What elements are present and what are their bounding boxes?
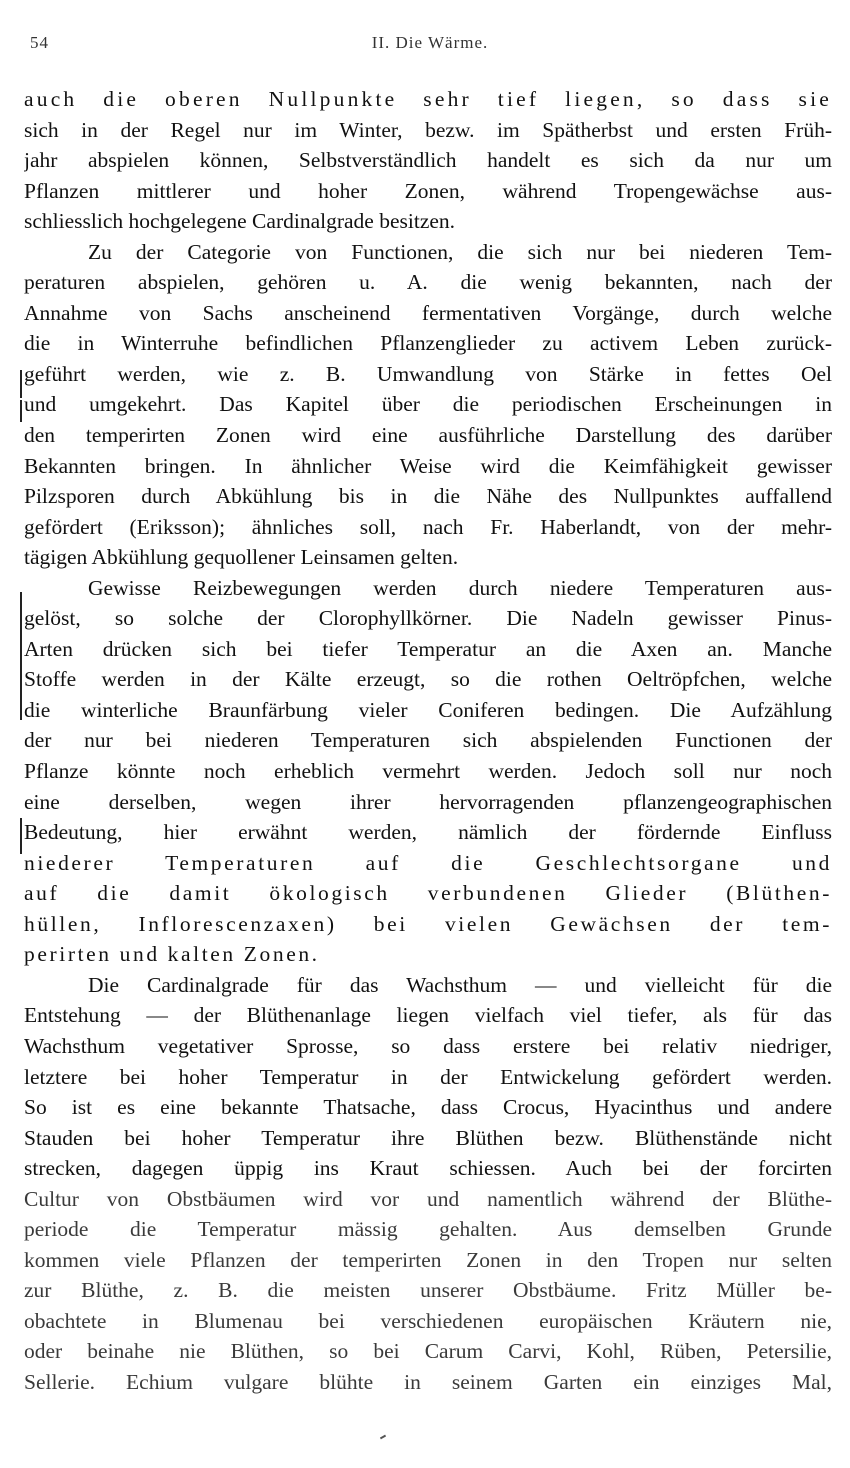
running-head (30, 33, 830, 57)
margin-mark (20, 400, 22, 422)
text-line: peraturen abspielen, gehören u. A. die wenig bekannten, nach der (24, 270, 832, 295)
text-line: oder beinahe nie Blüthen, so bei Carum Carvi, Kohl, Rüben, Petersilie, (24, 1339, 832, 1364)
text-line: hüllen, Inflorescenzaxen) bei vielen Gewächsen der tem- (24, 911, 832, 936)
text-line: Cultur von Obstbäumen wird vor und namentlich während der Blüthe- (24, 1186, 832, 1211)
text-line: tägigen Abkühlung gequollener Leinsamen gelten. (24, 545, 459, 570)
text-line: kommen viele Pflanzen der temperirten Zonen in den Tropen nur selten (24, 1247, 832, 1272)
text-line: auch die oberen Nullpunkte sehr tief liegen, so dass sie (24, 87, 832, 111)
text-line: perirten und kalten Zonen. (24, 942, 320, 967)
text-line: obachtete in Blumenau bei verschiedenen europäischen Kräutern nie, (24, 1308, 832, 1333)
text-line: Pflanze könnte noch erheblich vermehrt werden. Jedoch soll nur noch (24, 759, 832, 784)
text-line: Pflanzen mittlerer und hoher Zonen, während Tropengewächse aus- (24, 178, 832, 203)
text-line: der nur bei niederen Temperaturen sich abspielenden Functionen der (24, 728, 832, 753)
body-text (24, 84, 832, 1398)
chapter-title: II. Die Wärme. (371, 33, 489, 52)
text-line: auf die damit ökologisch verbundenen Glieder (Blüthen- (24, 881, 832, 906)
text-line: den temperirten Zonen wird eine ausführliche Darstellung des darüber (24, 423, 832, 448)
text-line: schliesslich hochgelegene Cardinalgrade besitzen. (24, 209, 456, 234)
text-line: Bedeutung, hier erwähnt werden, nämlich der fördernde Einfluss (24, 820, 832, 845)
text-line: die winterliche Braunfärbung vieler Coniferen bedingen. Die Aufzählung (24, 697, 832, 722)
text-line: Stauden bei hoher Temperatur ihre Blüthen bezw. Blüthenstände nicht (24, 1125, 832, 1150)
margin-mark (20, 818, 22, 854)
text-line: zur Blüthe, z. B. die meisten unserer Obstbäume. Fritz Müller be- (24, 1278, 832, 1303)
text-line: Sellerie. Echium vulgare blühte in seinem Garten ein einziges Mal, (24, 1369, 832, 1394)
text-line: letztere bei hoher Temperatur in der Entwickelung gefördert werden. (24, 1064, 832, 1089)
text-line: geführt werden, wie z. B. Umwandlung von Stärke in fettes Oel (24, 361, 832, 386)
text-line: Gewisse Reizbewegungen werden durch niedere Temperaturen aus- (88, 575, 832, 600)
text-line: eine derselben, wegen ihrer hervorragenden pflanzengeographischen (24, 789, 832, 814)
text-line: Stoffe werden in der Kälte erzeugt, so die rothen Oeltröpfchen, welche (24, 667, 832, 692)
text-line: die in Winterruhe befindlichen Pflanzenglieder zu activem Leben zurück- (24, 331, 832, 356)
page-number: 54 (30, 33, 49, 52)
text-line: Bekannten bringen. In ähnlicher Weise wird die Keimfähigkeit gewisser (24, 453, 832, 478)
text-line: Entstehung — der Blüthenanlage liegen vielfach viel tiefer, als für das (24, 1003, 832, 1028)
text-line: periode die Temperatur mässig gehalten. Aus demselben Grunde (24, 1217, 832, 1242)
text-line: Wachsthum vegetativer Sprosse, so dass erstere bei relativ niedriger, (24, 1033, 832, 1058)
margin-mark (20, 592, 22, 720)
text-line: und umgekehrt. Das Kapitel über die periodischen Erscheinungen in (24, 392, 832, 417)
scan-speck (380, 1435, 386, 1440)
text-line: jahr abspielen können, Selbstverständlich handelt es sich da nur um (24, 148, 832, 173)
text-line: niederer Temperaturen auf die Geschlechtsorgane und (24, 850, 832, 875)
margin-mark (20, 370, 22, 398)
text-line: Zu der Categorie von Functionen, die sich nur bei niederen Tem- (88, 239, 832, 264)
text-line: gefördert (Eriksson); ähnliches soll, nach Fr. Haberlandt, von der mehr- (24, 514, 832, 539)
text-line: So ist es eine bekannte Thatsache, dass Crocus, Hyacinthus und andere (24, 1095, 832, 1120)
text-line: Annahme von Sachs anscheinend fermentativen Vorgänge, durch welche (24, 300, 832, 325)
text-line: sich in der Regel nur im Winter, bezw. im Spätherbst und ersten Früh- (24, 117, 832, 142)
text-line: Pilzsporen durch Abkühlung bis in die Nähe des Nullpunktes auffallend (24, 484, 832, 509)
text-line: gelöst, so solche der Clorophyllkörner. Die Nadeln gewisser Pinus- (24, 606, 832, 631)
text-line: Arten drücken sich bei tiefer Temperatur an die Axen an. Manche (24, 636, 832, 661)
text-line: Die Cardinalgrade für das Wachsthum — und vielleicht für die (88, 972, 832, 997)
text-line: strecken, dagegen üppig ins Kraut schiessen. Auch bei der forcirten (24, 1156, 832, 1181)
